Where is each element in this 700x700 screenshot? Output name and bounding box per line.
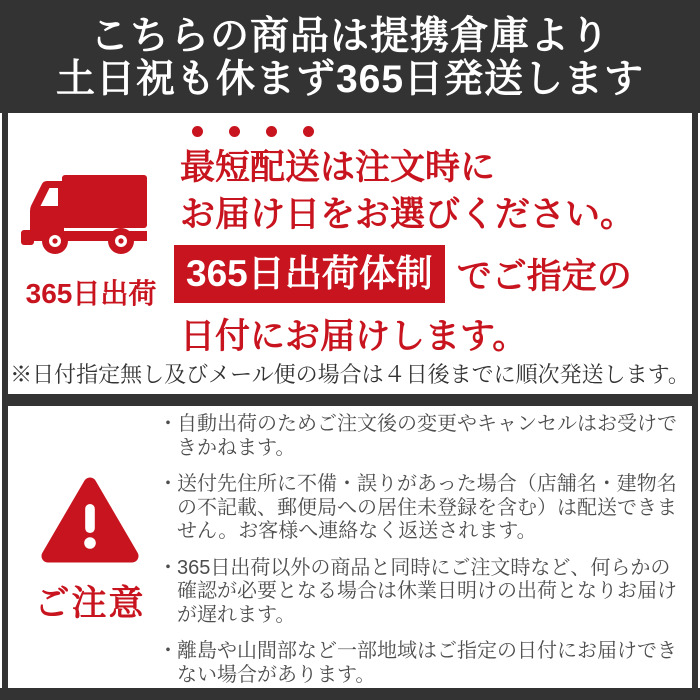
delivery-truck-icon (16, 169, 166, 269)
list-item (158, 413, 678, 460)
shipping-badge: 365日出荷体制 (174, 245, 445, 303)
bottom-frame-bar (0, 688, 700, 700)
caution-item-2: 送付先住所に不備・誤りがあった場合（店舗名・建物名 の不記載、郵便局への居住未登録を含む）は配送できま せん。お客様へ連絡なく返送されます。 (177, 473, 677, 542)
delivery-headline-line-2: お届け日をお選びください。 (180, 195, 636, 234)
shipping-note: ※日付指定無し及びメール便の場合は４日後までに順次発送します。 (10, 362, 690, 387)
delivery-headline-line-3: 日付にお届けします。 (180, 317, 528, 356)
caution-block (32, 476, 148, 626)
warning-triangle-icon (40, 476, 140, 566)
bullet-marker: ・ (158, 556, 178, 579)
banner-line-1: こちらの商品は提携倉庫より (89, 15, 610, 58)
list-item (158, 473, 678, 544)
truck-block (10, 169, 172, 312)
list-item (158, 557, 678, 628)
emphasis-dot (266, 126, 277, 137)
bullet-marker: ・ (158, 473, 178, 495)
caution-label: ご注意 (34, 584, 146, 623)
list-item (158, 640, 678, 687)
caution-panel (2, 399, 698, 688)
shipping-panel (2, 113, 698, 399)
caution-item-1: 自動出荷のためご注文後の変更やキャンセルはお受けで きかねます。 (177, 413, 677, 459)
emphasis-dot (229, 126, 240, 137)
shipping-badge-row (174, 245, 632, 303)
caution-item-3: 365日出荷以外の商品と同時にご注文時など、何らかの 確認が必要となる場合は休業日明けの出荷となりお届け が遅れます。 (177, 556, 677, 626)
caution-item-4: 離島や山間部など一部地域はご指定の日付にお届けでき ない場合があります。 (177, 640, 677, 686)
shipping-banner (0, 0, 700, 113)
caution-list (158, 413, 678, 687)
emphasis-dots (192, 126, 314, 137)
emphasis-dot (192, 126, 203, 137)
bullet-marker: ・ (158, 640, 178, 662)
truck-label: 365日出荷 (25, 278, 157, 309)
bullet-marker: ・ (158, 413, 178, 435)
delivery-headline-line-1: 最短配送は注文時に (180, 148, 496, 187)
emphasis-dot (303, 126, 314, 137)
banner-line-2: 土日祝も休まず365日発送します (55, 58, 645, 101)
shipping-badge-suffix: でご指定の (456, 257, 632, 296)
